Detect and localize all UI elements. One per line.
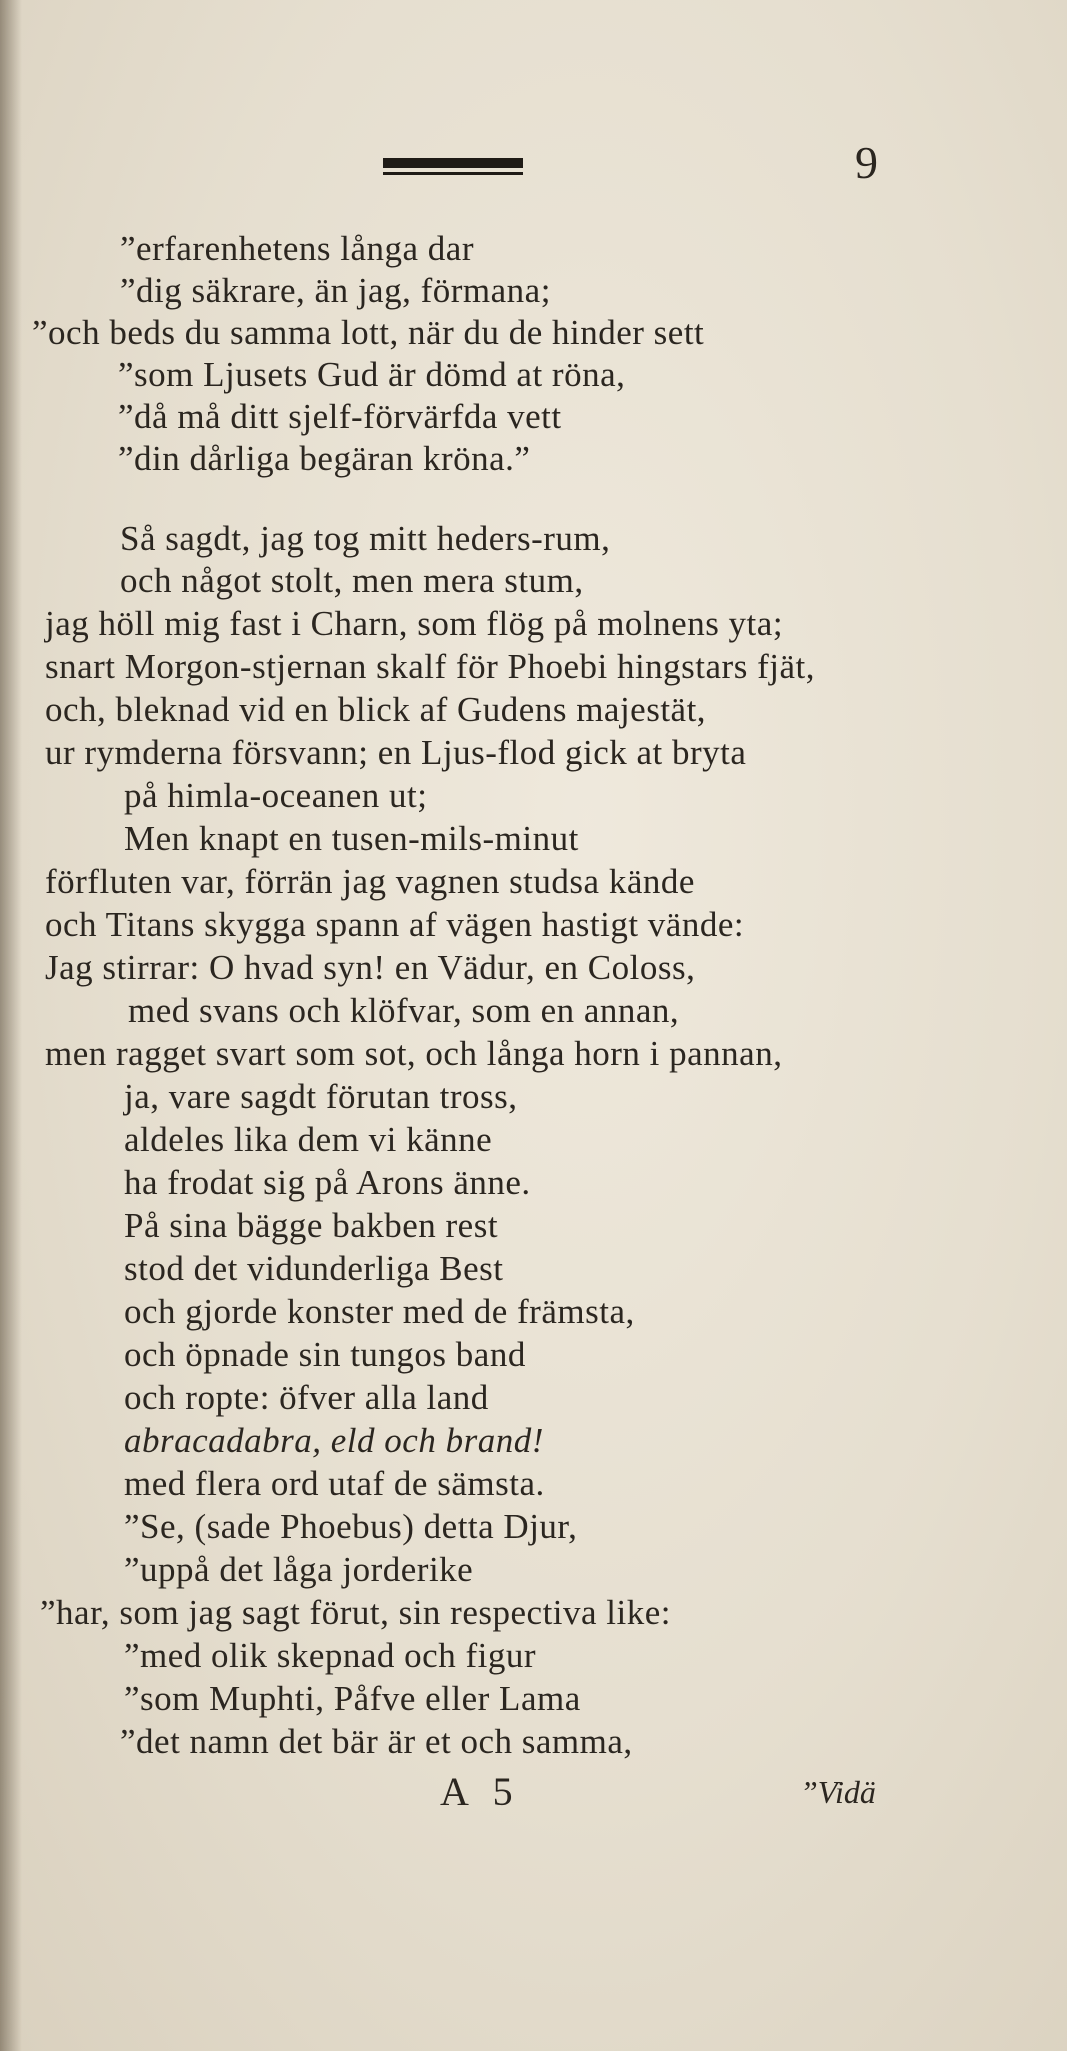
verse-line: med flera ord utaf de sämsta. [124, 1464, 545, 1503]
verse-line: och gjorde konster med de främsta, [124, 1292, 635, 1331]
verse-line: och, bleknad vid en blick af Gudens majestät, [45, 690, 707, 729]
verse-line: Jag stirrar: O hvad syn! en Vädur, en Coloss, [45, 948, 696, 987]
verse-line: ha frodat sig på Arons änne. [124, 1163, 531, 1202]
verse-line: stod det vidunderliga Best [124, 1249, 504, 1288]
verse-line: och öpnade sin tungos band [124, 1335, 526, 1374]
catchword: ”Vidä [800, 1774, 876, 1810]
verse-line: Men knapt en tusen-mils-minut [124, 819, 579, 858]
verse-line: ”dig säkrare, än jag, förmana; [120, 271, 551, 310]
verse-line: och Titans skygga spann af vägen hastigt vände: [45, 905, 745, 944]
verse-line: men ragget svart som sot, och långa horn i pannan, [45, 1034, 783, 1073]
verse-line: på himla-oceanen ut; [124, 776, 428, 815]
verse-line: ”som Ljusets Gud är dömd at röna, [118, 355, 626, 394]
verse-line: ”då må ditt sjelf-förvärfda vett [118, 397, 562, 436]
verse-line: ”och beds du samma lott, när du de hinder sett [32, 313, 705, 352]
verse-line: ”erfarenhetens långa dar [120, 229, 475, 268]
verse-line: ur rymderna försvann; en Ljus-flod gick at bryta [45, 733, 747, 772]
verse-line: ja, vare sagdt förutan tross, [124, 1077, 518, 1116]
verse-line: och ropte: öfver alla land [124, 1378, 489, 1417]
verse-line: aldeles lika dem vi känne [124, 1120, 493, 1159]
verse-line: och något stolt, men mera stum, [120, 561, 584, 600]
verse-line: snart Morgon-stjernan skalf för Phoebi hingstars fjät, [45, 647, 815, 686]
verse-line: ”Se, (sade Phoebus) detta Djur, [124, 1507, 578, 1546]
verse-line: ”det namn det bär är et och samma, [120, 1722, 633, 1761]
header-rule-thick [383, 158, 523, 168]
verse-line: ”uppå det låga jorderike [124, 1550, 474, 1589]
verse-line: förfluten var, förrän jag vagnen studsa kände [45, 862, 695, 901]
printer-signature: A 5 [440, 1769, 521, 1814]
verse-line: jag höll mig fast i Charn, som flög på molnens yta; [45, 604, 784, 643]
page-number: 9 [855, 137, 878, 188]
header-rule [383, 158, 523, 178]
verse-line: ”som Muphti, Påfve eller Lama [124, 1679, 581, 1718]
spine-shadow [0, 0, 22, 2051]
verse-line: Så sagdt, jag tog mitt heders-rum, [120, 519, 611, 558]
verse-line: ”har, som jag sagt förut, sin respectiva like: [40, 1593, 672, 1632]
verse-line: abracadabra, eld och brand! [124, 1421, 544, 1460]
verse-line: med svans och klöfvar, som en annan, [128, 991, 680, 1030]
verse-line: På sina bägge bakben rest [124, 1206, 499, 1245]
verse-line: ”med olik skepnad och figur [124, 1636, 537, 1675]
header-rule-thin [383, 172, 523, 175]
verse-line: ”din dårliga begäran kröna.” [118, 439, 531, 478]
